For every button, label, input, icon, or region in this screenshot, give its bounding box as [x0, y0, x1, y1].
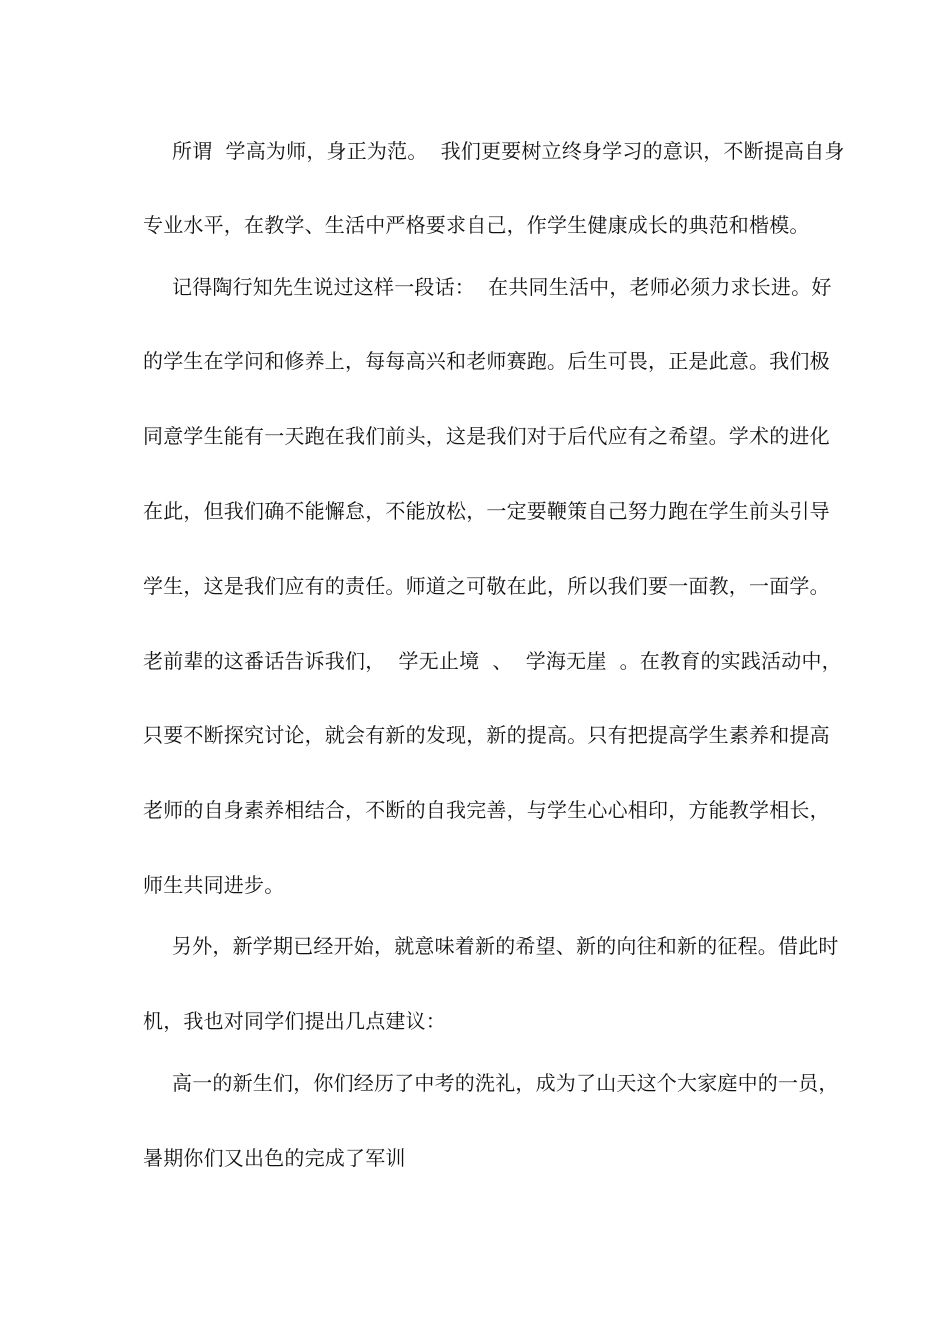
text-line: 同意学生能有一天跑在我们前头，这是我们对于后代应有之希望。学术的进化	[143, 424, 830, 448]
text-line: 所谓 学高为师，身正为范。 我们更要树立终身学习的意识，不断提高自身	[172, 139, 845, 163]
text-line: 学生，这是我们应有的责任。师道之可敬在此，所以我们要一面教，一面学。	[143, 574, 830, 598]
text-line: 只要不断探究讨论，就会有新的发现，新的提高。只有把提高学生素养和提高	[143, 723, 830, 747]
text-line: 暑期你们又出色的完成了军训	[143, 1146, 406, 1170]
text-line: 老师的自身素养相结合，不断的自我完善，与学生心心相印，方能教学相长，	[143, 798, 830, 822]
text-line: 高一的新生们，你们经历了中考的洗礼，成为了山天这个大家庭中的一员，	[172, 1071, 839, 1095]
text-line: 在此，但我们确不能懈怠，不能放松，一定要鞭策自己努力跑在学生前头引导	[143, 499, 830, 523]
text-line: 的学生在学问和修养上，每每高兴和老师赛跑。后生可畏，正是此意。我们极	[143, 349, 830, 373]
text-line: 记得陶行知先生说过这样一段话： 在共同生活中，老师必须力求长进。好	[172, 275, 832, 299]
text-line: 机，我也对同学们提出几点建议：	[143, 1009, 446, 1033]
text-line: 专业水平，在教学、生活中严格要求自己，作学生健康成长的典范和楷模。	[143, 213, 810, 237]
text-line: 师生共同进步。	[143, 873, 285, 897]
text-line: 老前辈的这番话告诉我们， 学无止境 、 学海无崖 。在教育的实践活动中，	[143, 649, 842, 673]
text-line: 另外，新学期已经开始，就意味着新的希望、新的向往和新的征程。借此时	[172, 934, 839, 958]
